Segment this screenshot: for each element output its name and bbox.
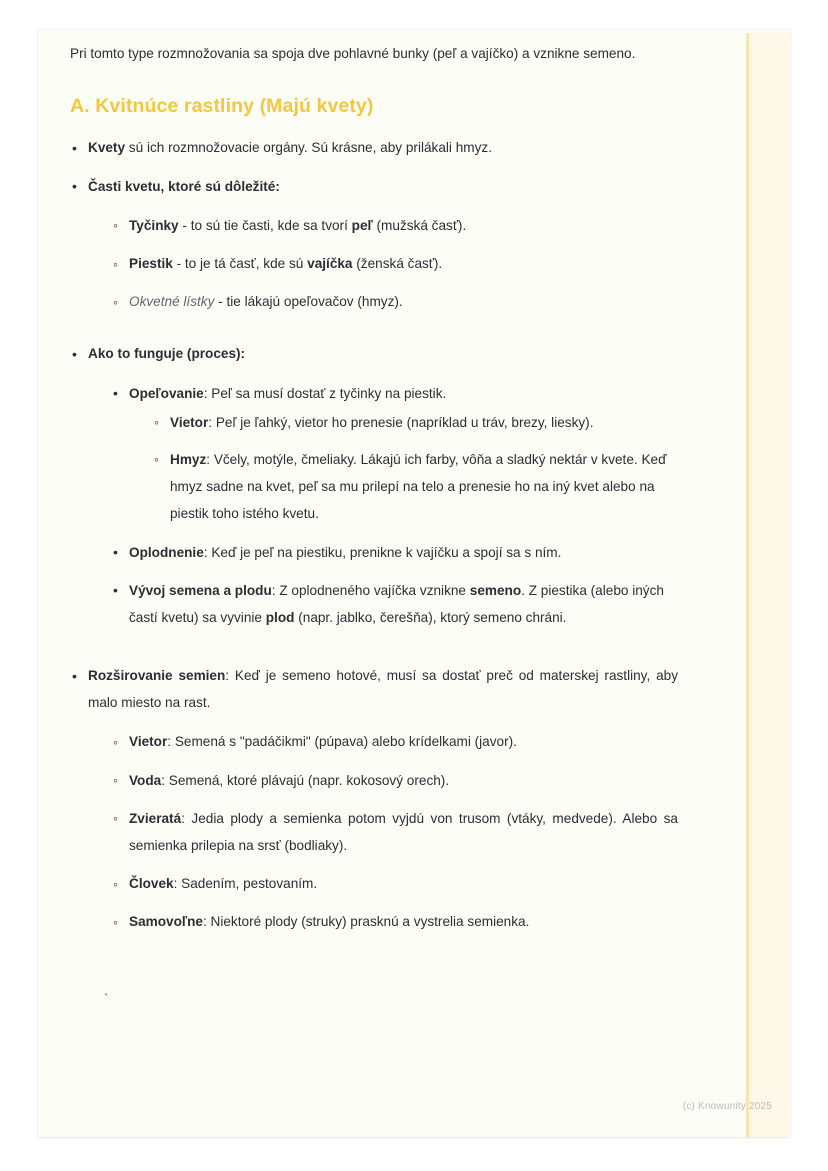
spacer xyxy=(70,642,678,662)
casti-kvetu-lead: Časti kvetu, ktoré sú dôležité: xyxy=(88,178,280,194)
tycinky-lead: Tyčinky xyxy=(129,217,179,233)
kvety-lead: Kvety xyxy=(88,140,126,156)
list-item-oplodnenie xyxy=(111,539,678,566)
rozsirovanie-lead: Rozširovanie semien xyxy=(88,668,226,684)
vietor-opelovanie-lead: Vietor xyxy=(170,414,209,430)
vyvoj-semena-part3: (napr. jablko, čerešňa), ktorý semeno chráni. xyxy=(294,609,567,625)
list-item-casti-kvetu xyxy=(70,173,678,316)
piestik-tail: (ženská časť). xyxy=(352,256,443,272)
voda-lead: Voda xyxy=(129,772,162,788)
hmyz-lead: Hmyz xyxy=(170,451,207,467)
casti-kvetu-sublist xyxy=(111,212,678,316)
clovek-rest: : Sadením, pestovaním. xyxy=(173,876,318,892)
okvetne-listky-lead: Okvetné lístky xyxy=(129,294,215,310)
list-item-piestik xyxy=(111,250,678,277)
piestik-lead: Piestik xyxy=(129,256,173,272)
samovolne-lead: Samovoľne xyxy=(129,914,203,930)
list-item-vietor-rozsirovanie xyxy=(111,728,678,755)
stray-backtick-mark: ` xyxy=(104,991,109,1006)
ako-to-funguje-lead: Ako to funguje (proces): xyxy=(88,346,246,362)
samovolne-rest: : Niektoré plody (struky) prasknú a vystrelia semienka. xyxy=(202,914,530,930)
document-content xyxy=(70,30,678,947)
zvierata-rest: : Jedia plody a semienka potom vyjdú von trusom (vtáky, medvede). Alebo sa semienka prilepia na srsť (bodliaky). xyxy=(129,810,678,854)
rozsirovanie-rest: : Keď je semeno hotové, musí sa dostať preč od materskej rastliny, aby malo miesto na rast. xyxy=(88,668,678,711)
okvetne-listky-rest: - tie lákajú opeľovačov (hmyz). xyxy=(214,294,403,310)
main-bullet-list xyxy=(70,134,678,935)
opelovanie-lead: Opeľovanie xyxy=(129,385,204,401)
zvierata-lead: Zvieratá xyxy=(129,810,182,826)
hmyz-rest: : Včely, motýle, čmeliaky. Lákajú ich farby, vôňa a sladký nektár v kvete. Keď hmyz sadne na kvet, peľ sa mu prilepí na telo a prenesie ho na iný kvet alebo na piestik toho istého kvetu. xyxy=(170,451,667,522)
document-page xyxy=(38,30,790,1137)
list-item-opelovanie xyxy=(111,380,678,528)
list-item-tycinky xyxy=(111,212,678,239)
vyvoj-semena-strong2: plod xyxy=(265,609,295,625)
oplodnenie-rest: : Keď je peľ na piestiku, prenikne k vajíčku a spojí sa s ním. xyxy=(203,544,562,560)
vyvoj-semena-lead: Vývoj semena a plodu xyxy=(129,582,272,598)
clovek-lead: Človek xyxy=(129,876,174,892)
list-item-vyvoj-semena xyxy=(111,577,678,631)
footer-copyright: (c) Knowunity 2025 xyxy=(682,1101,772,1112)
list-item-voda xyxy=(111,767,678,794)
piestik-strong: vajíčka xyxy=(307,256,353,272)
rozsirovanie-sublist xyxy=(111,728,678,935)
oplodnenie-lead: Oplodnenie xyxy=(129,544,204,560)
section-heading: A. Kvitnúce rastliny (Majú kvety) xyxy=(70,95,374,118)
tycinky-tail: (mužská časť). xyxy=(372,217,467,233)
vyvoj-semena-part1: : Z oplodneného vajíčka vznikne xyxy=(271,582,470,598)
tycinky-strong: peľ xyxy=(351,217,373,233)
list-item-hmyz xyxy=(152,446,678,528)
vyvoj-semena-part2: . Z piestika (alebo iných častí kvetu) sa vyvinie xyxy=(129,582,664,625)
list-item-rozsirovanie xyxy=(70,662,678,936)
list-item-ako-to-funguje xyxy=(70,340,678,631)
piestik-mid: - to je tá časť, kde sú xyxy=(172,256,308,272)
intro-paragraph: Pri tomto type rozmnožovania sa spoja dve pohlavné bunky (peľ a vajíčko) a vznikne semeno. xyxy=(70,46,636,61)
spacer xyxy=(70,326,678,340)
tycinky-mid: - to sú tie časti, kde sa tvorí xyxy=(178,217,352,233)
voda-rest: : Semená, ktoré plávajú (napr. kokosový orech). xyxy=(161,772,450,788)
opelovanie-rest: : Peľ sa musí dostať z tyčinky na piestik. xyxy=(203,385,447,401)
vietor-rozsirovanie-rest: : Semená s "padáčikmi" (púpava) alebo krídelkami (javor). xyxy=(167,734,517,750)
list-item-vietor-opelovanie xyxy=(152,409,678,436)
ako-to-funguje-sublist xyxy=(111,380,678,632)
right-margin-band xyxy=(749,33,790,1137)
vietor-opelovanie-rest: : Peľ je ľahký, vietor ho prenesie (napríklad u tráv, brezy, liesky). xyxy=(208,414,594,430)
list-item-samovolne xyxy=(111,908,678,935)
vietor-rozsirovanie-lead: Vietor xyxy=(129,734,168,750)
list-item-kvety xyxy=(70,134,678,161)
list-item-okvetne-listky xyxy=(111,288,678,315)
list-item-clovek xyxy=(111,870,678,897)
list-item-zvierata xyxy=(111,805,678,859)
kvety-rest: sú ich rozmnožovacie orgány. Sú krásne, aby prilákali hmyz. xyxy=(125,140,492,156)
vyvoj-semena-strong1: semeno xyxy=(469,582,522,598)
opelovanie-sublist xyxy=(152,409,678,528)
